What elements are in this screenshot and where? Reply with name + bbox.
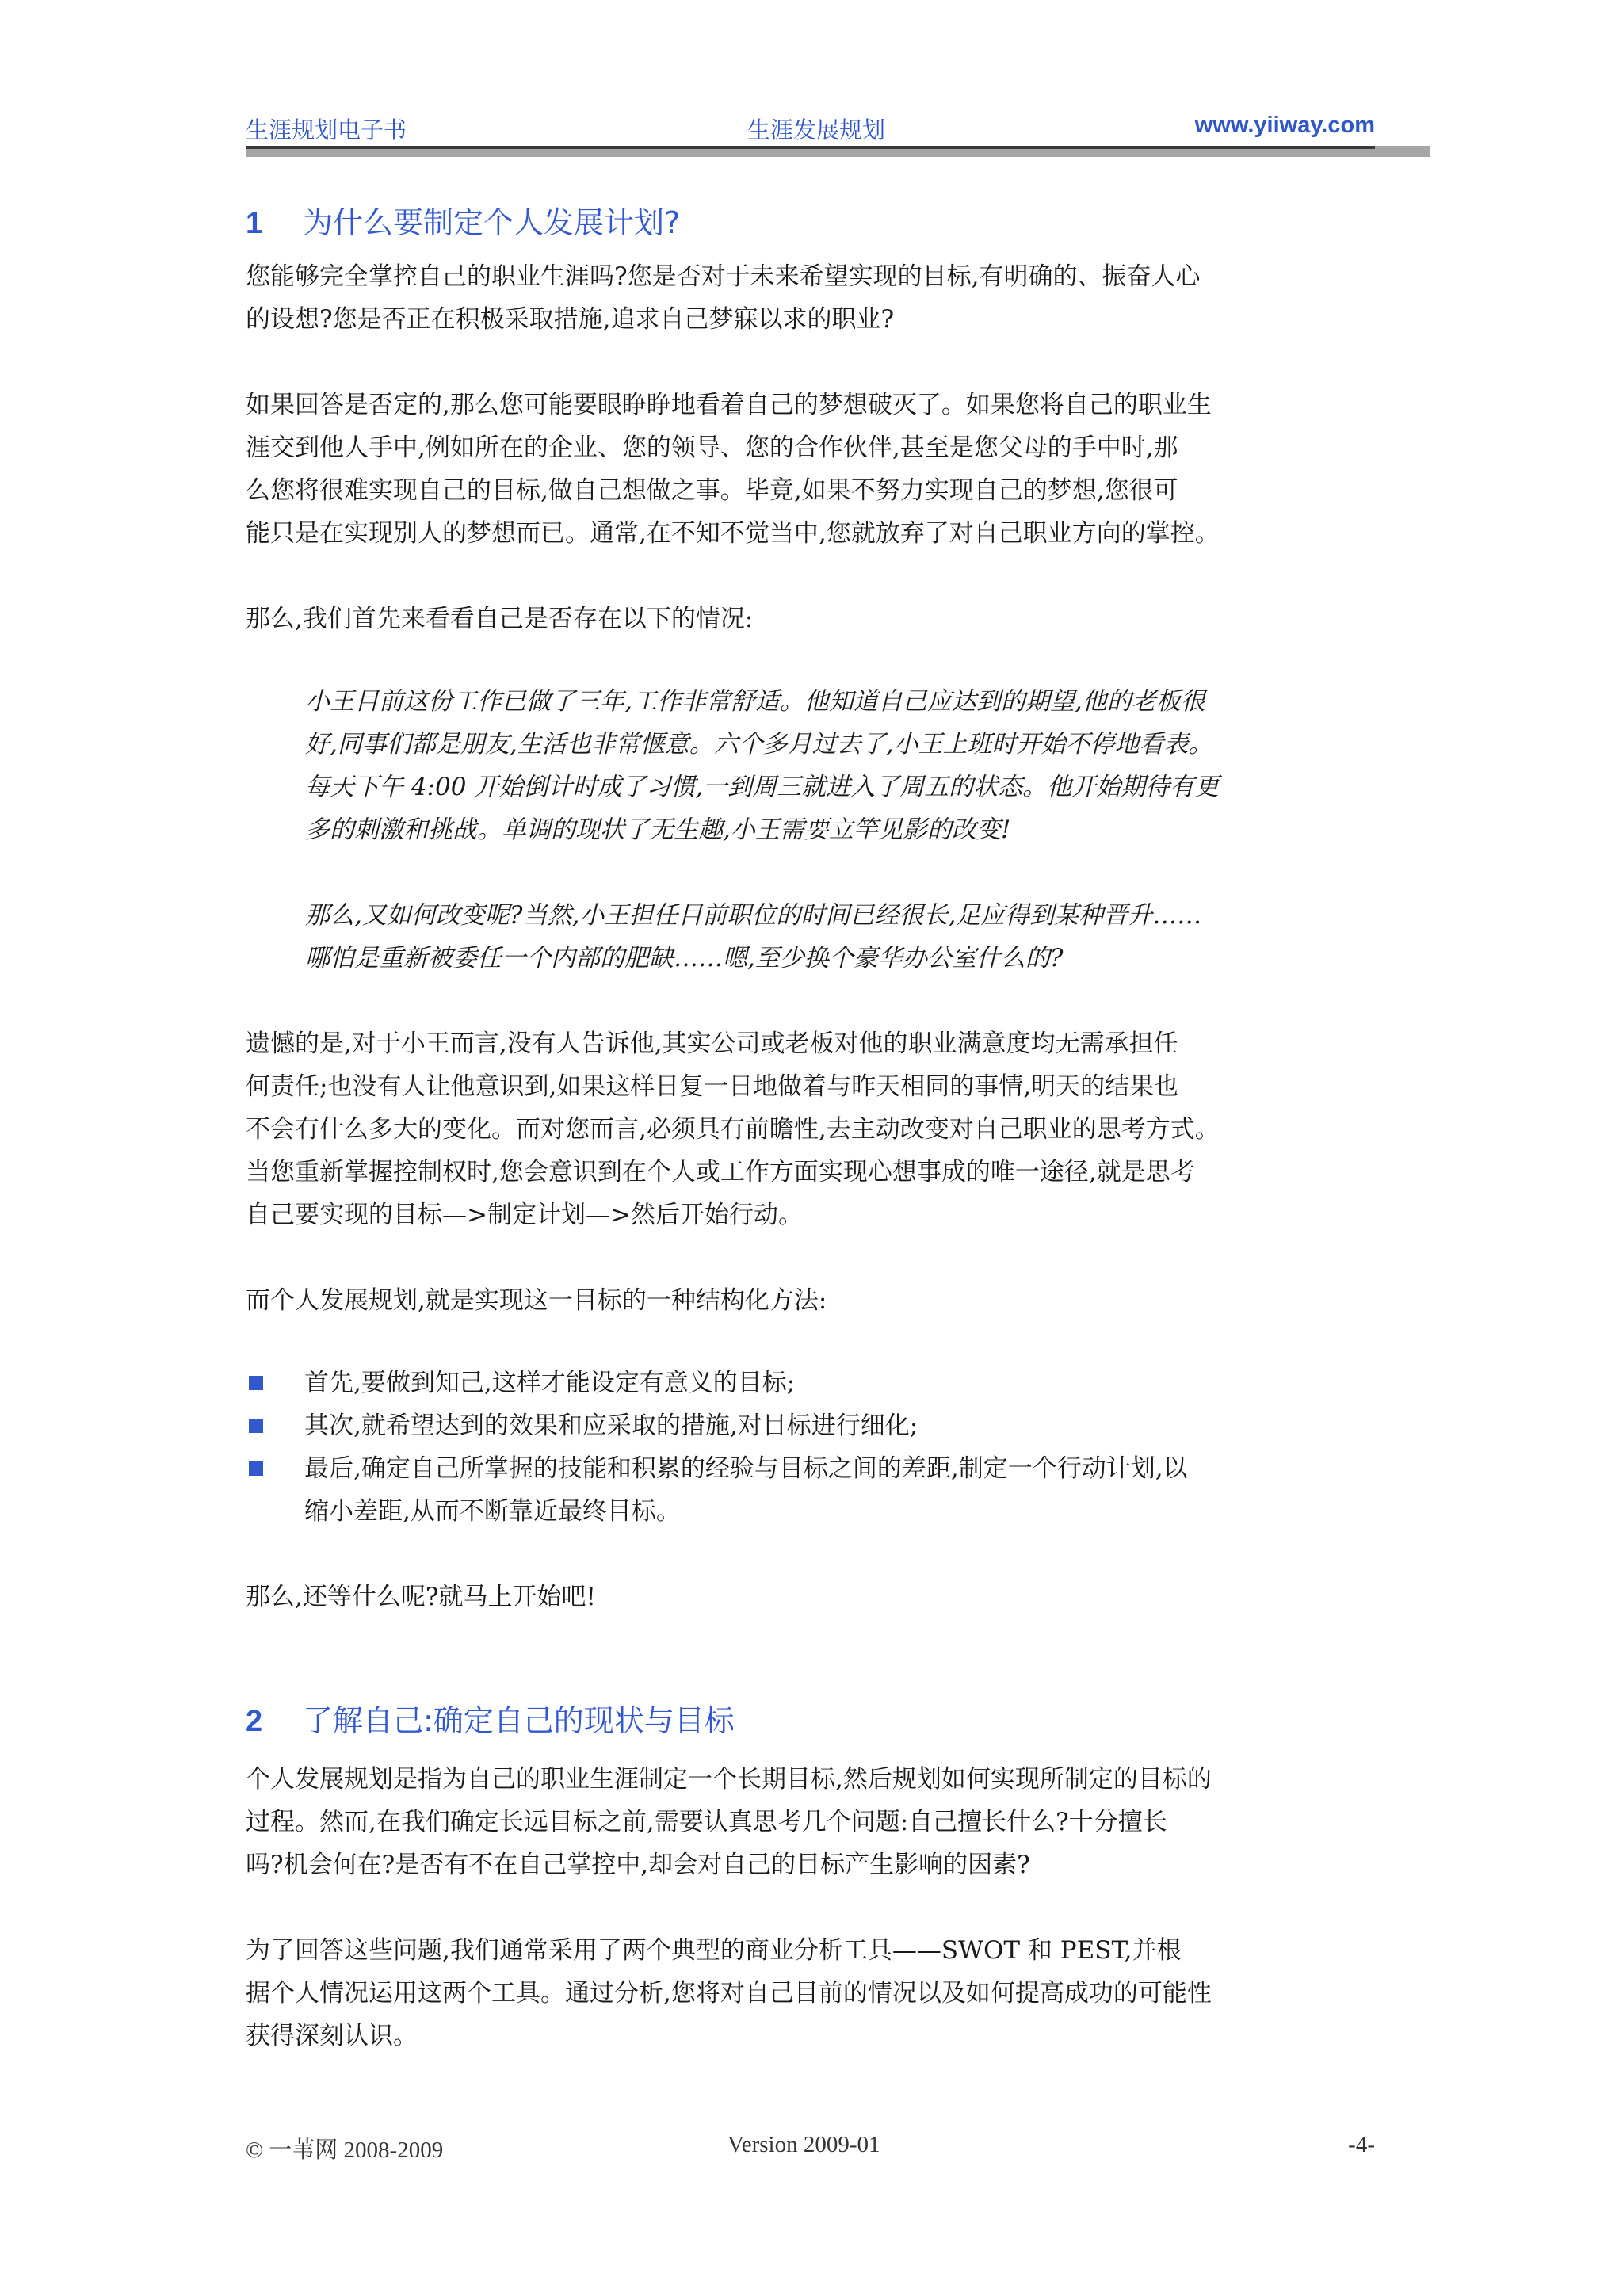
text-line: 不会有什么多大的变化。而对您而言,必须具有前瞻性,去主动改变对自己职业的思考方式。: [246, 1115, 1220, 1144]
text-line: 何责任;也没有人让他意识到,如果这样日复一日地做着与昨天相同的事情,明天的结果也: [246, 1072, 1179, 1101]
bullet-item: [246, 1362, 1379, 1404]
text-line: 据个人情况运用这两个工具。通过分析,您将对自己目前的情况以及如何提高成功的可能性: [246, 1979, 1212, 2008]
text-line: 过程。然而,在我们确定长远目标之前,需要认真思考几个问题:自己擅长什么?十分擅长: [246, 1808, 1167, 1836]
paragraph: [246, 255, 1379, 341]
text-line: 自己要实现的目标—>制定计划—>然后开始行动。: [246, 1201, 803, 1229]
section-title: 为什么要制定个人发展计划?: [303, 205, 681, 240]
section-title: 了解自己:确定自己的现状与目标: [303, 1703, 735, 1738]
footer-copyright: © 一苇网 2008-2009: [246, 2137, 444, 2163]
section-2-heading: [246, 1696, 735, 1740]
header-book-title: 生涯规划电子书: [246, 117, 407, 143]
text-line: 如果回答是否定的,那么您可能要眼睁睁地看着自己的梦想破灭了。如果您将自己的职业生: [246, 391, 1212, 419]
text-line: 那么,我们首先来看看自己是否存在以下的情况:: [246, 605, 754, 633]
bullet-text: 其次,就希望达到的效果和应采取的措施,对目标进行细化;: [304, 1412, 918, 1440]
text-line: 哪怕是重新被委任一个内部的肥缺……嗯,至少换个豪华办公室什么的?: [305, 944, 1064, 972]
bullet-item: [246, 1404, 1379, 1447]
page-header: [246, 113, 1375, 144]
paragraph: [246, 1022, 1379, 1236]
text-line: 涯交到他人手中,例如所在的企业、您的领导、您的合作伙伴,甚至是您父母的手中时,那: [246, 434, 1178, 462]
quote-block: [305, 894, 1379, 980]
text-line: 吗?机会何在?是否有不在自己掌控中,却会对自己的目标产生影响的因素?: [246, 1851, 1030, 1879]
paragraph: [246, 1929, 1379, 2057]
text-line: 那么,又如何改变呢?当然,小王担任目前职位的时间已经很长,足应得到某种晋升……: [305, 901, 1202, 930]
text-line: 好,同事们都是朋友,生活也非常惬意。六个多月过去了,小王上班时开始不停地看表。: [305, 730, 1213, 758]
text-line: 获得深刻认识。: [246, 2022, 418, 2050]
header-website-link[interactable]: www.yiiway.com: [1194, 113, 1375, 138]
bullet-text: 最后,确定自己所掌握的技能和积累的经验与目标之间的差距,制定一个行动计划,以: [304, 1454, 1188, 1483]
bullet-square-icon: [249, 1376, 263, 1390]
paragraph: [246, 384, 1379, 555]
paragraph: [246, 1576, 1379, 1618]
text-line: 遗憾的是,对于小王而言,没有人告诉他,其实公司或老板对他的职业满意度均无需承担任: [246, 1030, 1178, 1058]
text-line: 小王目前这份工作已做了三年,工作非常舒适。他知道自己应达到的期望,他的老板很: [305, 687, 1205, 716]
page-footer: [246, 2132, 1375, 2164]
bullet-square-icon: [249, 1461, 263, 1476]
text-line: 为了回答这些问题,我们通常采用了两个典型的商业分析工具——SWOT 和 PEST,并根: [246, 1936, 1182, 1965]
text-line: 每天下午 4:00 开始倒计时成了习惯,一到周三就进入了周五的状态。他开始期待有更: [305, 773, 1220, 801]
bullet-square-icon: [249, 1419, 263, 1433]
header-rule: [246, 146, 1430, 157]
text-line: 当您重新掌握控制权时,您会意识到在个人或工作方面实现心想事成的唯一途径,就是思考: [246, 1158, 1195, 1186]
paragraph: [246, 1758, 1379, 1886]
header-chapter-title: 生涯发展规划: [747, 117, 886, 143]
text-line: 那么,还等什么呢?就马上开始吧!: [246, 1583, 596, 1611]
section-number: 2: [246, 1705, 263, 1738]
section-1-heading: [246, 198, 680, 242]
footer-page-number: -4-: [1348, 2132, 1375, 2157]
text-line: 您能够完全掌控自己的职业生涯吗?您是否对于未来希望实现的目标,有明确的、振奋人心: [246, 262, 1201, 291]
text-line: 能只是在实现别人的梦想而已。通常,在不知不觉当中,您就放弃了对自己职业方向的掌控。: [246, 519, 1220, 548]
bullet-text: 缩小差距,从而不断靠近最终目标。: [304, 1497, 681, 1526]
bullet-item: [246, 1447, 1379, 1533]
text-line: 个人发展规划是指为自己的职业生涯制定一个长期目标,然后规划如何实现所制定的目标的: [246, 1765, 1212, 1794]
bullet-text: 首先,要做到知己,这样才能设定有意义的目标;: [304, 1369, 796, 1397]
text-line: 而个人发展规划,就是实现这一目标的一种结构化方法:: [246, 1286, 827, 1315]
quote-block: [305, 680, 1379, 851]
paragraph: [246, 598, 1379, 640]
section-number: 1: [246, 207, 263, 240]
text-line: 么您将很难实现自己的目标,做自己想做之事。毕竟,如果不努力实现自己的梦想,您很可: [246, 476, 1178, 505]
footer-version: Version 2009-01: [727, 2132, 880, 2157]
text-line: 多的刺激和挑战。单调的现状了无生趣,小王需要立竿见影的改变!: [305, 816, 1011, 844]
paragraph: [246, 1279, 1379, 1322]
text-line: 的设想?您是否正在积极采取措施,追求自己梦寐以求的职业?: [246, 305, 895, 334]
